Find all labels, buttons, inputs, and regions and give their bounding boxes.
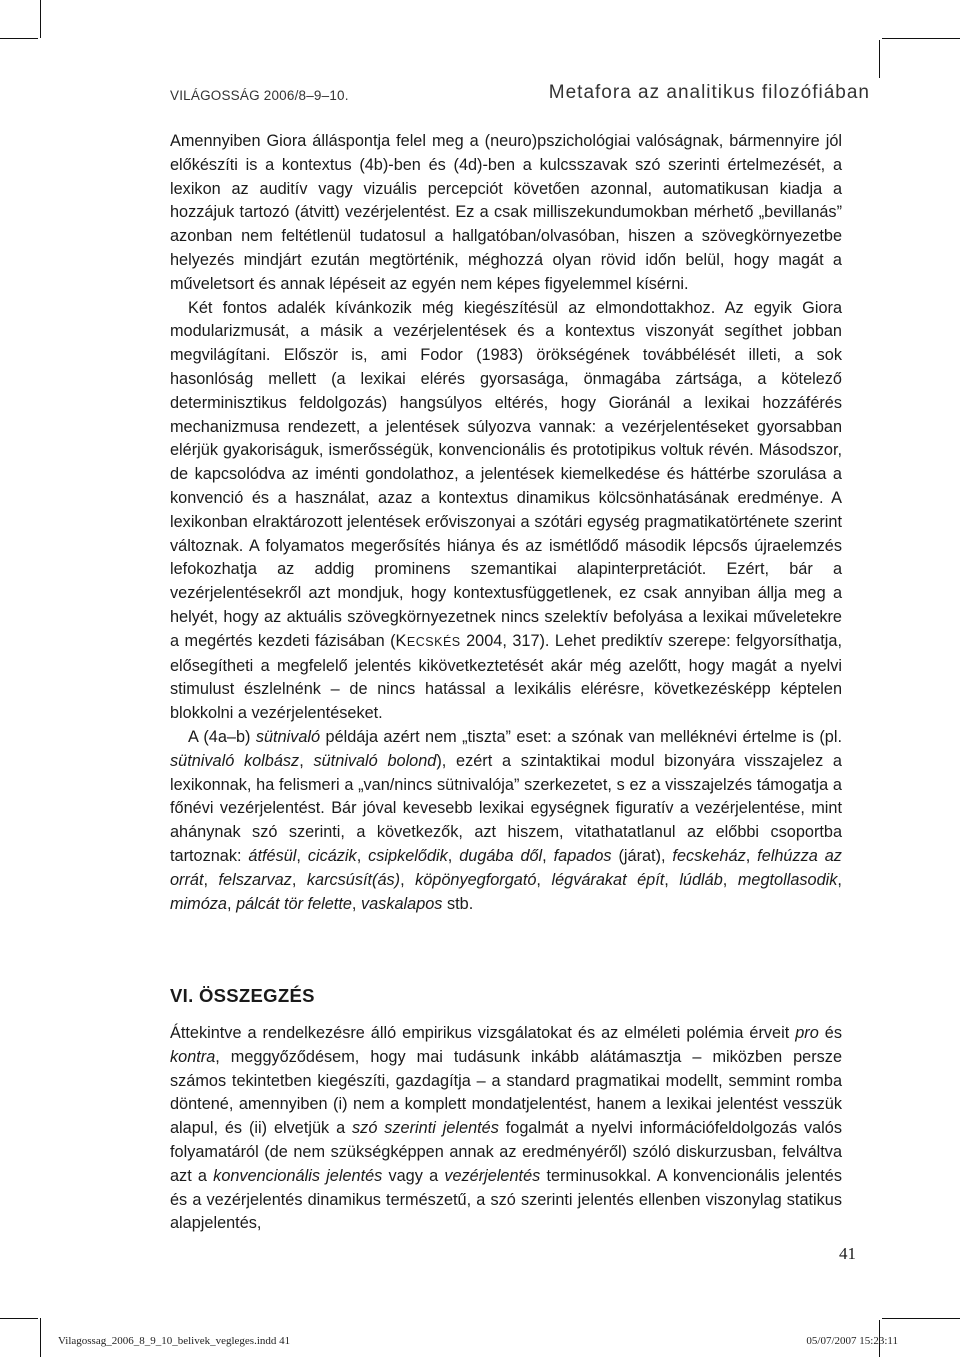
text-run: Két fontos adalék kívánkozik még kiegészítésül az elmondottakhoz. Az egyik Giora modularizmusát, a másik a vezérjelentések és a kontextus viszonyát segíthet jobban megvilágítani. Először is, ami Fodor (1983) örökségének továbbélését illeti, a sok hasonlóság mellett (a lexikai elérés gyorsasága, önmagába zártsága, a kötelező determinisztikus feldolgozás) hangsúlyos eltérés, hogy Gioránál a lexikai hozzáférés mechanizmusa rendezett, a jelentések súlyozva vannak: a vezérjelentéseket gyorsabban elérjük gyakoriságuk, ismerősségük, konvencionális és prototipikus voltuk révén. Másodszor, de kapcsolódva az iménti gondolathoz, a jelentések kiemelkedése és háttérbe szorulása a konvenció és a használat, azaz a kontextus dinamikus kölcsönhatásának eredménye. A lexikonban elraktározott jelentések erőviszonyai a szótári egység pragmatikatörténete szerint változnak. A folyamatos megerősítés hiánya és az ismétlődő második lépcsős újraelemzés lefokozhatja az addig prominens szemantikai alapinterpretációt. Ezért, bár a vezérjelentésekről azt mondjuk, hogy kontextusfüggetlenek, ez csak annyiban állja meg a helyét, hogy az aktuális szövegkörnyezetnek nincs szelektív befolyása a lexikai műveletekre a megértés kezdeti fázisában ( — [170, 298, 842, 650]
text-run: , — [837, 870, 842, 889]
italic-term: sütnivaló kolbász — [170, 751, 300, 770]
text-run: , — [664, 870, 680, 889]
italic-term: lúdláb — [679, 870, 723, 889]
page-number: 41 — [839, 1244, 856, 1263]
crop-mark — [0, 38, 38, 39]
text-run: , — [400, 870, 416, 889]
body-paragraph — [170, 726, 842, 916]
italic-term: mimóza — [170, 894, 227, 913]
italic-term: dugába dől — [459, 846, 543, 865]
italic-term: felszarvaz — [218, 870, 292, 889]
crop-mark — [0, 1318, 38, 1319]
text-run: ), ezért a szintaktikai modul bizonyára visszajelez a lexikonnak, ha felismeri a „van/nincs sütnivalója” szerkezetet, s ez a visszajelzés támogatja a főnévi vezérjelentést. Bár jóval kevesebb lexikai egységnek figuratív a vezérjelentése, mint ahánynak szó szerinti, a következők, azt hiszem, vitathatatlanul az előbbi csoportba tartoznak: — [170, 751, 842, 865]
body-paragraph — [170, 297, 842, 726]
text-run: , — [299, 751, 314, 770]
text-run: Áttekintve a rendelkezésre álló empirikus vizsgálatokat és az elméleti polémia érveit — [170, 1024, 796, 1042]
italic-term: vaskalapos — [360, 894, 443, 913]
text-run: , — [291, 870, 307, 889]
italic-term: köpönyegforgató — [415, 870, 537, 889]
text-run: A (4a–b) — [188, 727, 256, 746]
italic-term: pro — [795, 1024, 819, 1042]
italic-term: karcsúsít(ás) — [306, 870, 401, 889]
italic-term: sütnivaló bolond — [313, 751, 437, 770]
body-paragraph — [170, 130, 842, 297]
running-header-title: Metafora az analitikus filozófiában — [548, 82, 870, 103]
crop-mark — [40, 0, 41, 38]
text-run: Amennyiben Giora álláspontja felel meg a (neuro)pszichológiai valóságnak, bármennyire jól előkészíti is a kontextus (4b)-ben és (4d)-ben a kulcsszavak szó szerinti értelmezését, a lexikon az auditív vagy vizuális percepciót követően azonnal, automatikusan kiadja a hozzájuk tartozó (átvitt) vezérjelentést. Ez a csak milliszekundumokban mérhető „bevillanás” azonban nem feltétlenül tudatosul a hallgatóban/olvasóban, hiszen a szövegkörnyezetbe helyezés mindjárt ezután megtörténik, méghozzá olyan rövid időn belül, hogy magát a műveletsort és annak lépéseit az egyén nem képes figyelemmel kísérni. — [170, 132, 842, 293]
running-header — [170, 82, 870, 110]
text-run: , — [745, 846, 758, 865]
section-heading: VI. ÖSSZEGZÉS — [170, 985, 315, 1006]
text-run: , — [351, 894, 361, 913]
text-run: , — [356, 846, 369, 865]
italic-term: konvencionális jelentés — [213, 1166, 383, 1185]
text-run: fogalmát a nyelvi információfeldolgozás valós folyamatáról (de nem szükségképpen annak az eredményéről) szóló diskurzusban, felváltva azt a — [170, 1119, 842, 1185]
text-run: 2004, 317). Lehet prediktív szerepe: felgyorsíthatja, elősegítheti a megfelelő jelentés kikövetkeztetését akár még azelőtt, hogy magát a nyelvi stimulust észlelnénk – de nincs hatással a lexikális elérésre, következésképp képtelen blokkolni a vezérjelentéseket. — [170, 631, 842, 723]
text-run: , — [447, 846, 460, 865]
italic-term: pálcát tör felette — [236, 894, 352, 913]
body-text — [170, 130, 842, 916]
text-run: és — [818, 1024, 842, 1042]
italic-term: fapados — [553, 846, 612, 865]
italic-term: légvárakat épít — [551, 870, 665, 889]
text-run: (járat), — [611, 846, 673, 865]
crop-mark — [879, 40, 880, 78]
italic-term: kontra — [170, 1047, 216, 1066]
italic-term: megtollasodik — [737, 870, 838, 889]
italic-term: átfésül — [248, 846, 297, 865]
running-header-journal: VILÁGOSSÁG 2006/8–9–10. — [170, 88, 349, 103]
text-run: , — [296, 846, 308, 865]
italic-term: csipkelődik — [368, 846, 448, 865]
text-run: , meggyőződésem, hogy mai tudásunk inkább alátámasztja – miközben persze számos tekintetben kiegészíti, gazdagítja – a standard pragmatikai modellt, semmint romba döntené, amennyiben (i) nem a komplett mondatjelentést, hanem a lexikai jelentést vesszük alapul, és (ii) elvetjük a — [170, 1047, 842, 1138]
crop-mark — [882, 1318, 960, 1319]
text-run: , — [542, 846, 554, 865]
text-run: , — [203, 870, 219, 889]
text-run: példája azért nem „tiszta” eset: a szónak van melléknévi értelme is (pl. — [320, 727, 842, 746]
text-run: stb. — [442, 894, 474, 913]
italic-term: fecskeház — [672, 846, 746, 865]
text-run: , — [722, 870, 738, 889]
section-paragraph — [170, 1022, 842, 1236]
text-run: terminusokkal. A konvencionális jelentés és a vezérjelentés dinamikus természetű, a szó szerinti jelentés ellenben viszonylag statikus alapjelentés, — [170, 1166, 842, 1233]
italic-term: felhúzza az orrát — [170, 846, 842, 889]
crop-mark — [882, 38, 960, 39]
italic-term: vezérjelentés — [444, 1166, 541, 1185]
italic-term: szó szerinti jelentés — [352, 1119, 499, 1138]
italic-term: cicázik — [307, 846, 357, 865]
footer-timestamp: 05/07/2007 15:23:11 — [806, 1335, 898, 1347]
section-text — [170, 1022, 842, 1236]
footer-filename: Vilagossag_2006_8_9_10_belivek_vegleges.indd 41 — [58, 1335, 291, 1347]
crop-mark — [40, 1318, 41, 1357]
text-run: , — [227, 894, 237, 913]
author-name: KECSKÉS — [395, 631, 461, 650]
text-run: vagy a — [382, 1166, 445, 1185]
italic-term: sütnivaló — [255, 727, 321, 746]
text-run: , — [536, 870, 552, 889]
